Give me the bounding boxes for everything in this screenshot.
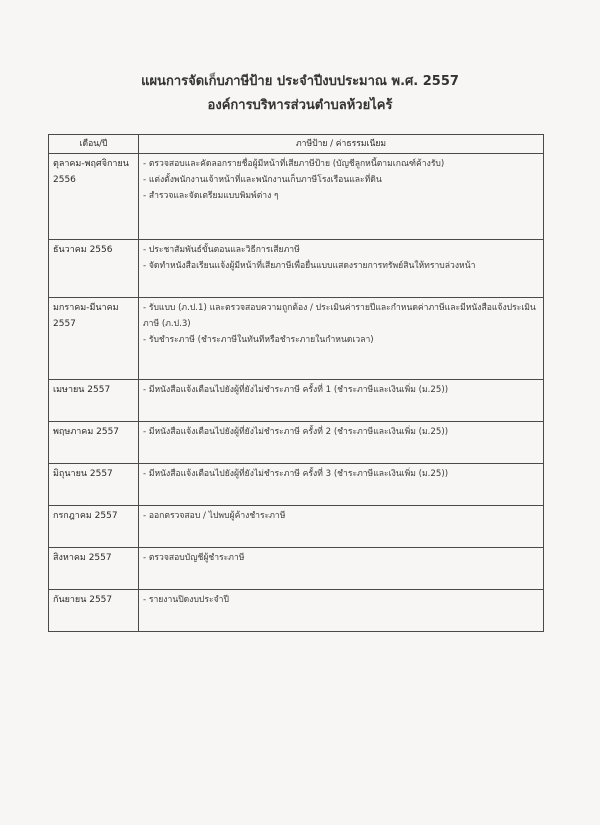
header-activities: ภาษีป้าย / ค่าธรรมเนียม	[139, 135, 544, 154]
month-cell: กันยายน 2557	[49, 590, 139, 632]
activity-item: - มีหนังสือแจ้งเตือนไปยังผู้ที่ยังไม่ชำระภาษี ครั้งที่ 3 (ชำระภาษีและเงินเพิ่ม (ม.25))	[143, 469, 449, 479]
activities-cell	[139, 548, 544, 590]
month-cell: พฤษภาคม 2557	[49, 422, 139, 464]
month-cell: ธันวาคม 2556	[49, 240, 139, 298]
document-title: แผนการจัดเก็บภาษีป้าย ประจำปีงบประมาณ พ.ศ. 2557	[141, 74, 459, 89]
table-row	[49, 464, 544, 506]
activity-item: - สำรวจและจัดเตรียมแบบพิมพ์ต่าง ๆ	[143, 191, 279, 201]
activities-cell	[139, 422, 544, 464]
activity-item: - แต่งตั้งพนักงานเจ้าหน้าที่และพนักงานเก็บภาษีโรงเรือนและที่ดิน	[143, 175, 382, 185]
activity-item: - มีหนังสือแจ้งเตือนไปยังผู้ที่ยังไม่ชำระภาษี ครั้งที่ 2 (ชำระภาษีและเงินเพิ่ม (ม.25))	[143, 427, 449, 437]
month-cell: สิงหาคม 2557	[49, 548, 139, 590]
month-cell: มิถุนายน 2557	[49, 464, 139, 506]
table-row	[49, 380, 544, 422]
activity-item: - มีหนังสือแจ้งเตือนไปยังผู้ที่ยังไม่ชำระภาษี ครั้งที่ 1 (ชำระภาษีและเงินเพิ่ม (ม.25))	[143, 385, 449, 395]
activity-item: - รายงานปิดงบประจำปี	[143, 595, 229, 605]
table-row	[49, 590, 544, 632]
activity-item: - ออกตรวจสอบ / ไปพบผู้ค้างชำระภาษี	[143, 511, 286, 521]
activities-cell	[139, 298, 544, 380]
activities-cell	[139, 240, 544, 298]
activity-item: - ตรวจสอบและคัดลอกรายชื่อผู้มีหน้าที่เสียภาษีป้าย (บัญชีลูกหนี้ตามเกณฑ์ค้างรับ)	[143, 159, 445, 169]
table-row	[49, 298, 544, 380]
tax-plan-table	[48, 134, 544, 632]
activity-item: - รับชำระภาษี (ชำระภาษีในทันทีหรือชำระภายในกำหนดเวลา)	[143, 335, 374, 345]
table-row	[49, 548, 544, 590]
activities-cell	[139, 506, 544, 548]
activities-cell	[139, 590, 544, 632]
activity-item: - รับแบบ (ภ.ป.1) และตรวจสอบความถูกต้อง / ประเมินค่ารายปีและกำหนดค่าภาษีและมีหนังสือแจ้งประเมินภาษี (ภ.ป.3)	[143, 303, 536, 329]
month-cell: เมษายน 2557	[49, 380, 139, 422]
header-month: เดือน/ปี	[49, 135, 139, 154]
activity-item: - จัดทำหนังสือเรียนแจ้งผู้มีหน้าที่เสียภาษีเพื่อยื่นแบบแสดงรายการทรัพย์สินให้ทราบล่วงหน้า	[143, 261, 476, 271]
activities-cell	[139, 464, 544, 506]
month-cell: มกราคม-มีนาคม 2557	[49, 298, 139, 380]
activity-item: - ประชาสัมพันธ์ขั้นตอนและวิธีการเสียภาษี	[143, 245, 300, 255]
table-row	[49, 422, 544, 464]
organization-name: องค์การบริหารส่วนตำบลห้วยไคร้	[207, 98, 393, 113]
month-cell: กรกฎาคม 2557	[49, 506, 139, 548]
table-row	[49, 240, 544, 298]
activity-item: - ตรวจสอบบัญชีผู้ชำระภาษี	[143, 553, 245, 563]
activities-cell	[139, 380, 544, 422]
month-cell: ตุลาคม-พฤศจิกายน 2556	[49, 154, 139, 240]
table-row	[49, 154, 544, 240]
table-header-row	[49, 135, 544, 154]
table-row	[49, 506, 544, 548]
activities-cell	[139, 154, 544, 240]
